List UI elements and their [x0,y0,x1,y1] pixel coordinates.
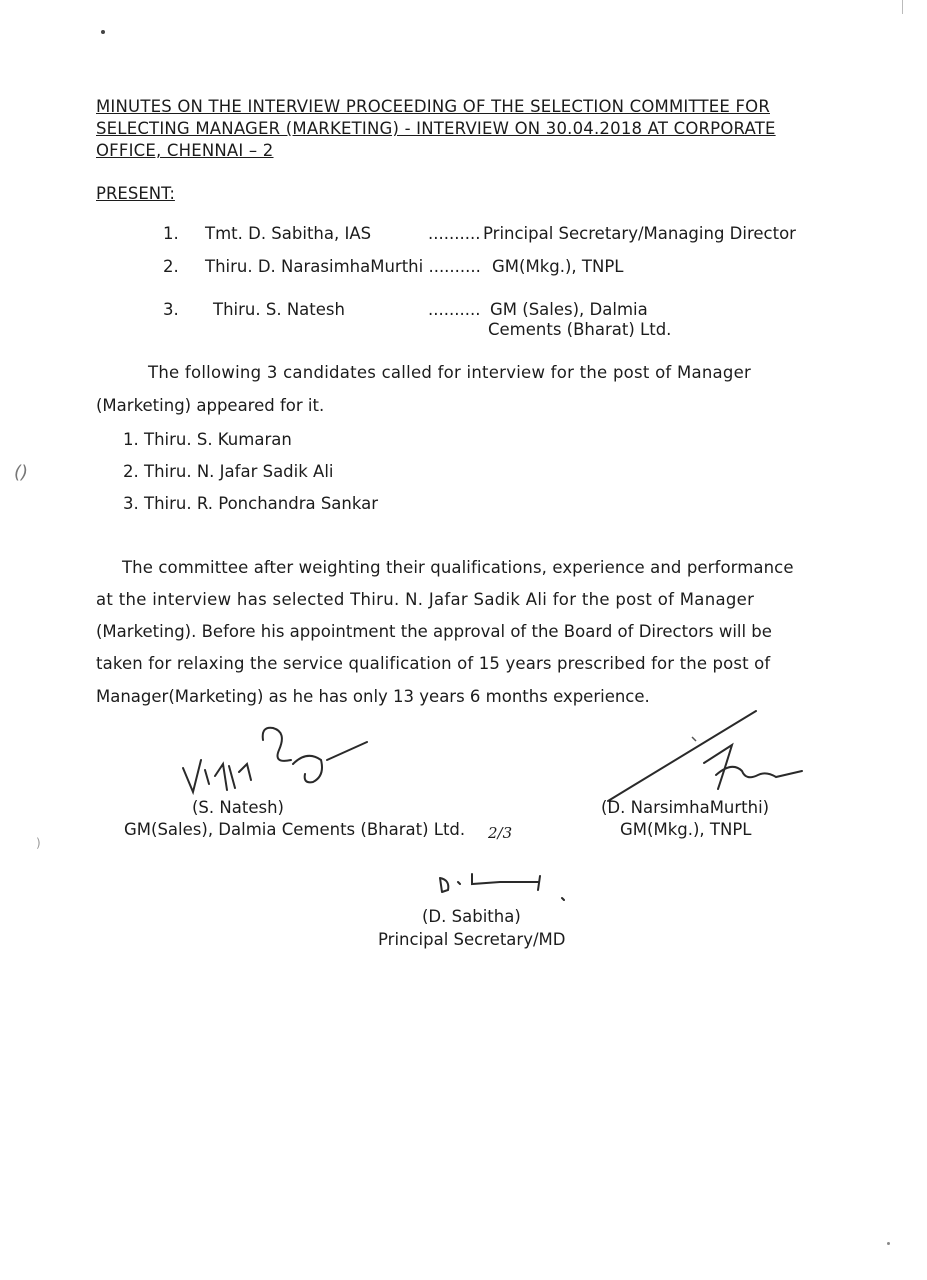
speck-mark [101,30,105,34]
present-label: PRESENT: [96,184,175,203]
edge-mark [902,0,903,14]
signatory-title: GM(Mkg.), TNPL [620,820,752,839]
candidate-item: 2. Thiru. N. Jafar Sadik Ali [123,462,334,481]
member-number: 2. [163,257,179,276]
decision-paragraph-line: Manager(Marketing) as he has only 13 years 6 months experience. [96,687,650,706]
member-role-continued: Cements (Bharat) Ltd. [488,320,672,339]
signatory-title: GM(Sales), Dalmia Cements (Bharat) Ltd. [124,820,466,839]
signatory-name: (D. NarsimhaMurthi) [601,798,770,817]
signatory-name: (D. Sabitha) [422,907,521,926]
decision-paragraph-line: at the interview has selected Thiru. N. Jafar Sadik Ali for the post of Manager [96,590,755,609]
speck-mark [887,1242,890,1245]
signatory-title: Principal Secretary/MD [378,930,566,949]
member-role: GM(Mkg.), TNPL [492,257,624,276]
signatory-name: (S. Natesh) [192,798,284,817]
member-number: 1. [163,224,179,243]
member-name: Thiru. S. Natesh [213,300,345,319]
intro-paragraph-line: (Marketing) appeared for it. [96,396,325,415]
handwritten-signature-sabitha [436,868,576,908]
member-name: Thiru. D. NarasimhaMurthi .......... [205,257,481,276]
decision-paragraph-line: The committee after weighting their qualifications, experience and performance [122,558,794,577]
handwritten-date-note: 2/3 [488,824,513,842]
member-role: GM (Sales), Dalmia [490,300,648,319]
member-name: Tmt. D. Sabitha, IAS [205,224,372,243]
title-line: OFFICE, CHENNAI – 2 [96,141,274,160]
member-number: 3. [163,300,179,319]
candidate-item: 3. Thiru. R. Ponchandra Sankar [123,494,379,513]
member-dots: .......... [428,300,481,319]
decision-paragraph-line: taken for relaxing the service qualification of 15 years prescribed for the post of [96,654,771,673]
candidate-item: 1. Thiru. S. Kumaran [123,430,292,449]
title-line: MINUTES ON THE INTERVIEW PROCEEDING OF THE SELECTION COMMITTEE FOR [96,97,770,116]
handwritten-signature-narsimhamurthi [606,705,806,805]
margin-mark: () [14,462,29,483]
handwritten-signature-natesh [175,720,375,800]
document-title [96,96,826,162]
title-line: SELECTING MANAGER (MARKETING) - INTERVIEW ON 30.04.2018 AT CORPORATE [96,119,776,138]
decision-paragraph-line: (Marketing). Before his appointment the approval of the Board of Directors will be [96,622,772,641]
margin-mark: ) [36,836,41,850]
intro-paragraph-line: The following 3 candidates called for interview for the post of Manager [148,363,752,382]
member-role: Principal Secretary/Managing Director [483,224,796,243]
member-dots: .......... [428,224,481,243]
